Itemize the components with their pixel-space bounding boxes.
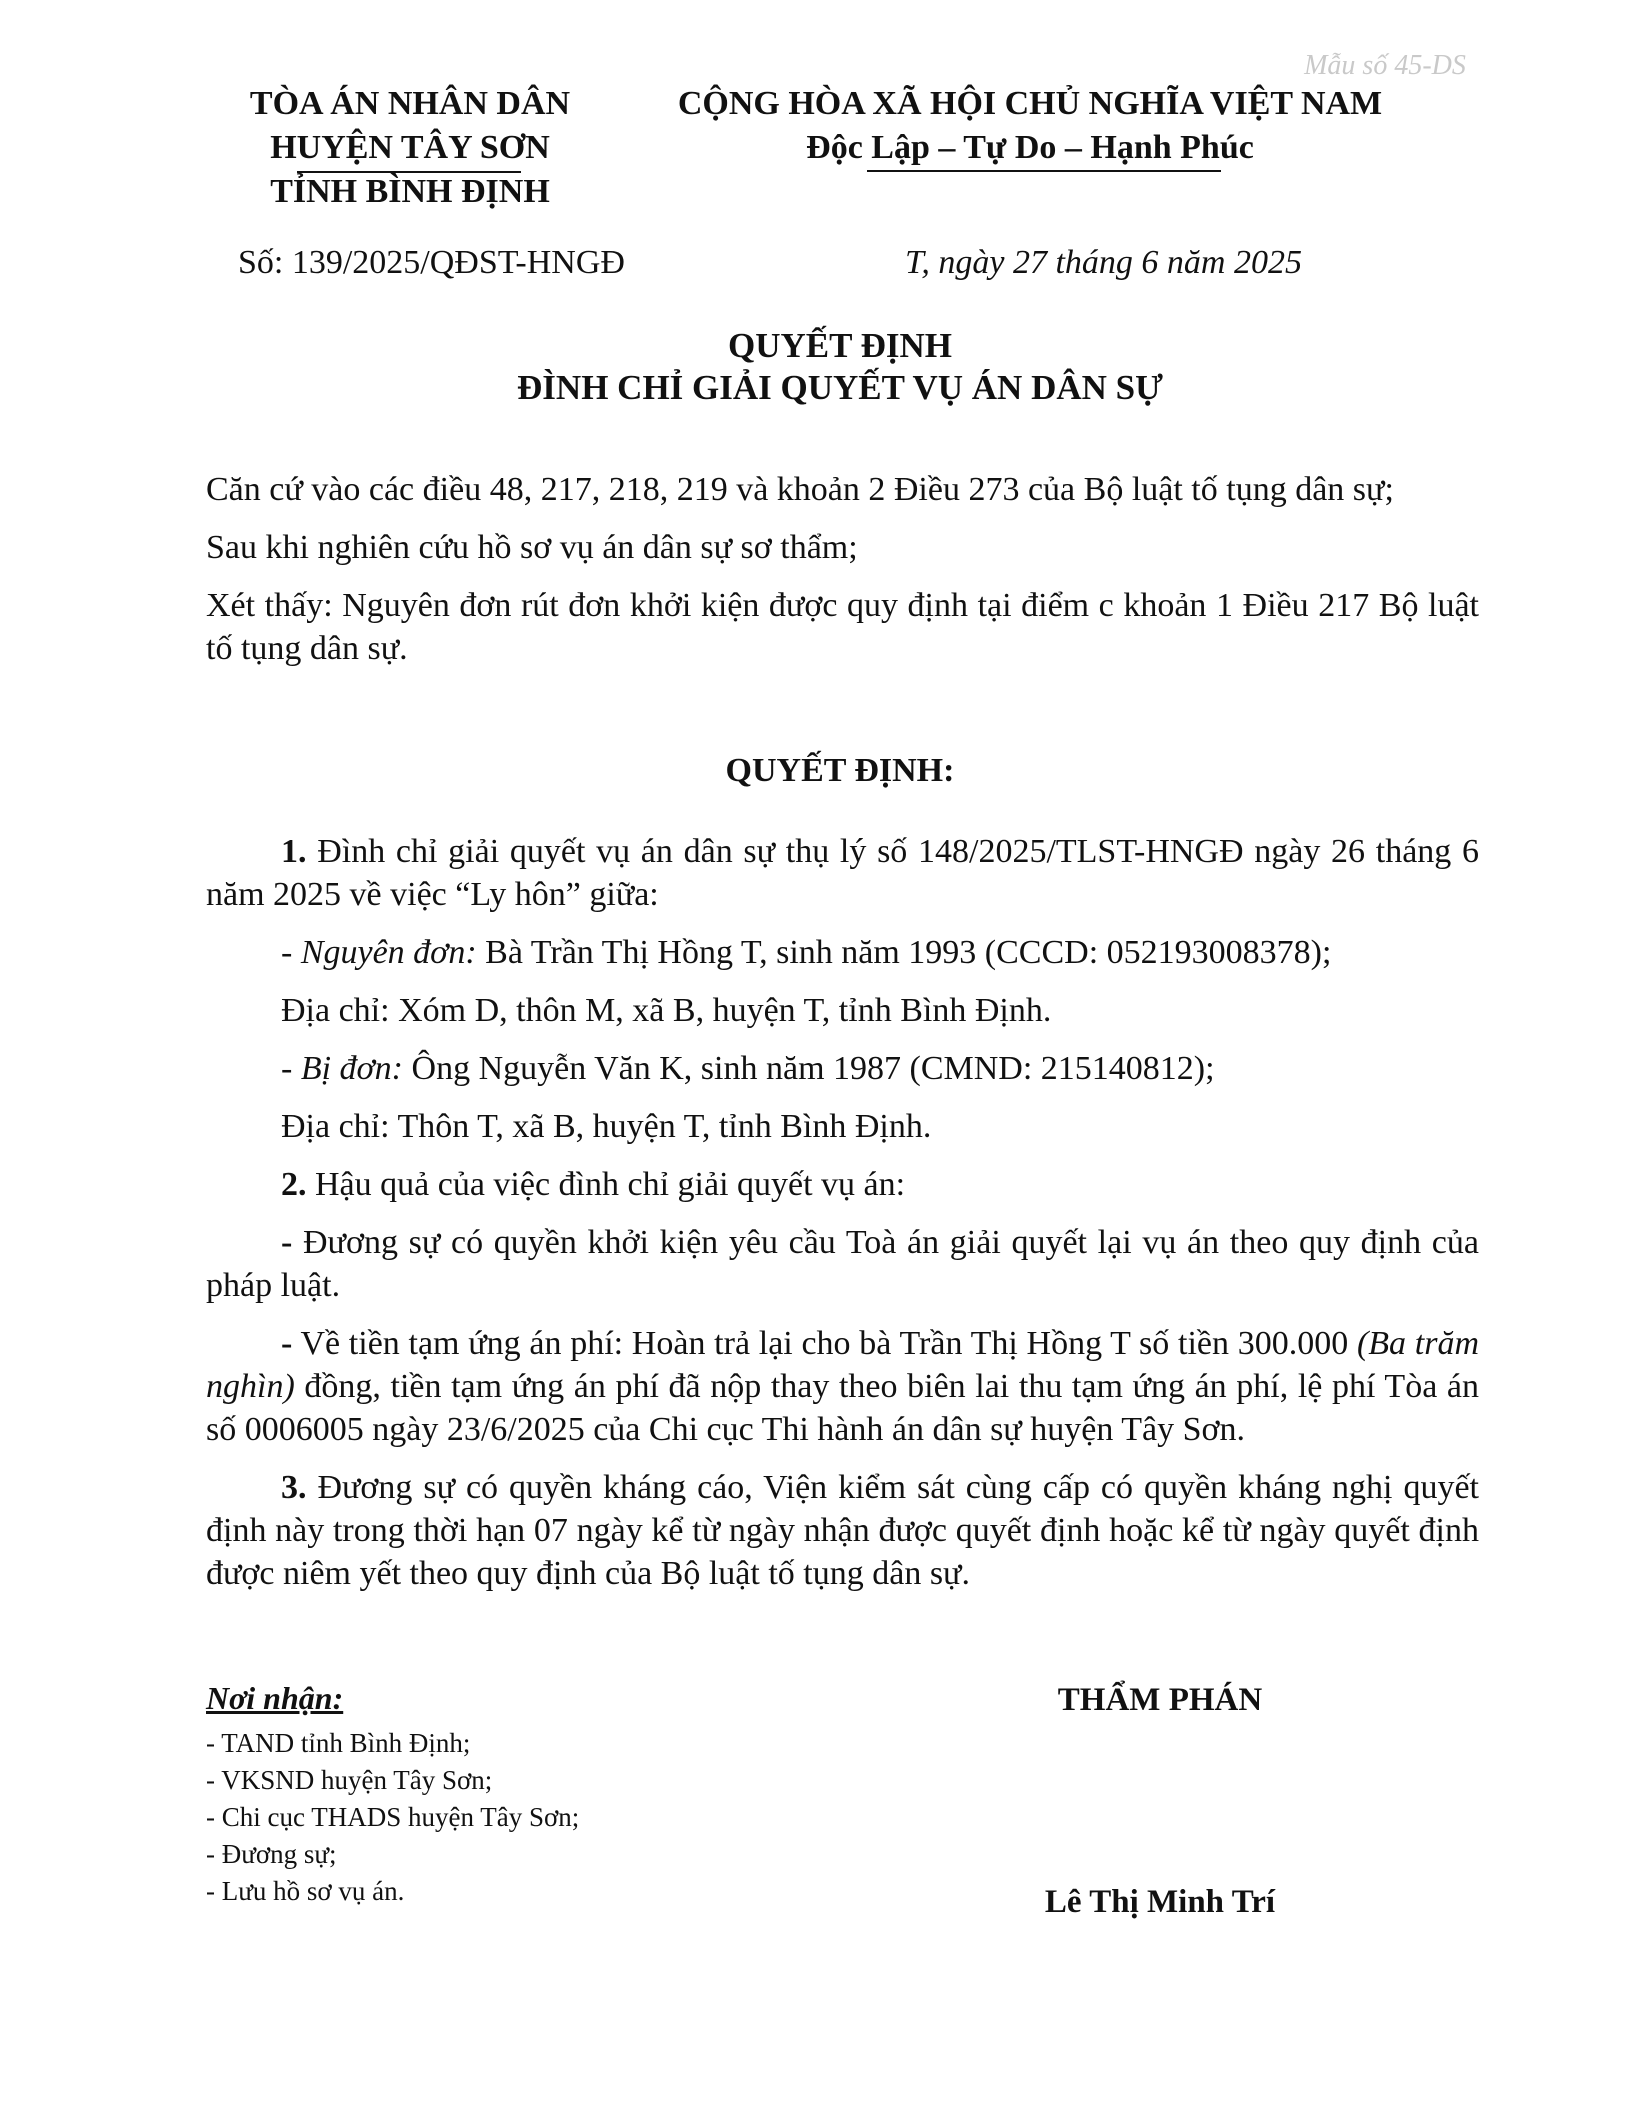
recipient-item: - Đương sự; [206,1839,337,1869]
court-name-line1: TÒA ÁN NHÂN DÂN [249,85,571,122]
item-2a-dash: - [281,1224,293,1261]
decision-heading: QUYẾT ĐỊNH: [725,752,955,789]
form-code: Mẫu số 45-DS [1304,50,1466,81]
court-name-line2: HUYỆN TÂY SƠN [270,129,550,166]
court-underline [297,171,521,173]
recipients-block [206,1680,806,1910]
recipients-list [206,1725,806,1910]
item-3-number: 3. [281,1469,307,1506]
recipient-item: - Lưu hồ sơ vụ án. [206,1876,405,1906]
plaintiff-text: Bà Trần Thị Hồng T, sinh năm 1993 (CCCD: 052193008378); [476,934,1332,971]
signer-title: THẨM PHÁN [1057,1682,1263,1718]
item-2a-text: Đương sự có quyền khởi kiện yêu cầu Toà án giải quyết lại vụ án theo quy định của pháp luật. [206,1224,1479,1304]
item-3-text: Đương sự có quyền kháng cáo, Viện kiểm sát cùng cấp có quyền kháng nghị quyết định này trong thời hạn 07 ngày kể từ ngày nhận được quyết định hoặc kể từ ngày quyết định được niêm yết theo quy định của Bộ luật tố tụng dân sự. [206,1469,1479,1592]
plaintiff-address: Địa chỉ: Xóm D, thôn M, xã B, huyện T, tỉnh Bình Định. [281,992,1052,1029]
recipient-item: - TAND tỉnh Bình Định; [206,1728,471,1758]
document-date: T, ngày 27 tháng 6 năm 2025 [905,244,1302,281]
recipient-item: - Chi cục THADS huyện Tây Sơn; [206,1802,580,1832]
defendant-text: Ông Nguyễn Văn K, sinh năm 1987 (CMND: 215140812); [403,1050,1215,1087]
item-2-text: Hậu quả của việc đình chỉ giải quyết vụ án: [306,1166,906,1203]
document-subtitle: ĐÌNH CHỈ GIẢI QUYẾT VỤ ÁN DÂN SỰ [517,368,1163,407]
nation-motto: Độc Lập – Tự Do – Hạnh Phúc [806,129,1254,166]
item-2-number: 2. [281,1166,307,1203]
item-1-number: 1. [281,833,307,870]
item-2b-text-1: Về tiền tạm ứng án phí: Hoàn trả lại cho bà Trần Thị Hồng T số tiền 300.000 [292,1325,1357,1362]
national-header [650,82,1410,170]
preamble-finding: Xét thấy: Nguyên đơn rút đơn khởi kiện được quy định tại điểm c khoản 1 Điều 217 Bộ luật tố tụng dân sự. [206,587,1479,667]
decision-body [206,830,1479,1610]
preamble-legal-basis: Căn cứ vào các điều 48, 217, 218, 219 và khoản 2 Điều 273 của Bộ luật tố tụng dân sự; [206,471,1394,508]
plaintiff-line [206,931,1479,974]
item-2 [206,1163,1479,1206]
item-1-text: Đình chỉ giải quyết vụ án dân sự thụ lý số 148/2025/TLST-HNGĐ ngày 26 tháng 6 năm 2025 về việc “Ly hôn” giữa: [206,833,1479,913]
defendant-line [206,1047,1479,1090]
motto-underline [867,170,1221,172]
defendant-label: - Bị đơn: [281,1050,404,1087]
item-2b-text-2: đồng, tiền tạm ứng án phí đã nộp thay theo biên lai thu tạm ứng án phí, lệ phí Tòa án số 0006005 ngày 23/6/2025 của Chi cục Thi hành án dân sự huyện Tây Sơn. [206,1368,1479,1448]
item-1 [206,830,1479,916]
court-name-line3: TỈNH BÌNH ĐỊNH [270,173,550,210]
item-2b-amount-words: (Ba trăm nghìn) [206,1325,1479,1405]
defendant-address: Địa chỉ: Thôn T, xã B, huyện T, tỉnh Bình Định. [281,1108,932,1145]
recipients-heading: Nơi nhận: [206,1680,344,1716]
recipient-item: - VKSND huyện Tây Sơn; [206,1765,493,1795]
item-2b-dash: - [281,1325,293,1362]
signer-name: Lê Thị Minh Trí [1044,1884,1276,1920]
item-3 [206,1466,1479,1595]
plaintiff-label: - Nguyên đơn: [281,934,477,971]
preamble-review: Sau khi nghiên cứu hồ sơ vụ án dân sự sơ thẩm; [206,529,858,566]
item-2-consequence-a [206,1221,1479,1307]
court-header [200,82,620,214]
document-number: Số: 139/2025/QĐST-HNGĐ [238,244,625,281]
nation-name: CỘNG HÒA XÃ HỘI CHỦ NGHĨA VIỆT NAM [677,85,1383,122]
preamble [206,468,1479,685]
item-2-consequence-b [206,1322,1479,1451]
document-title: QUYẾT ĐỊNH [728,326,952,365]
